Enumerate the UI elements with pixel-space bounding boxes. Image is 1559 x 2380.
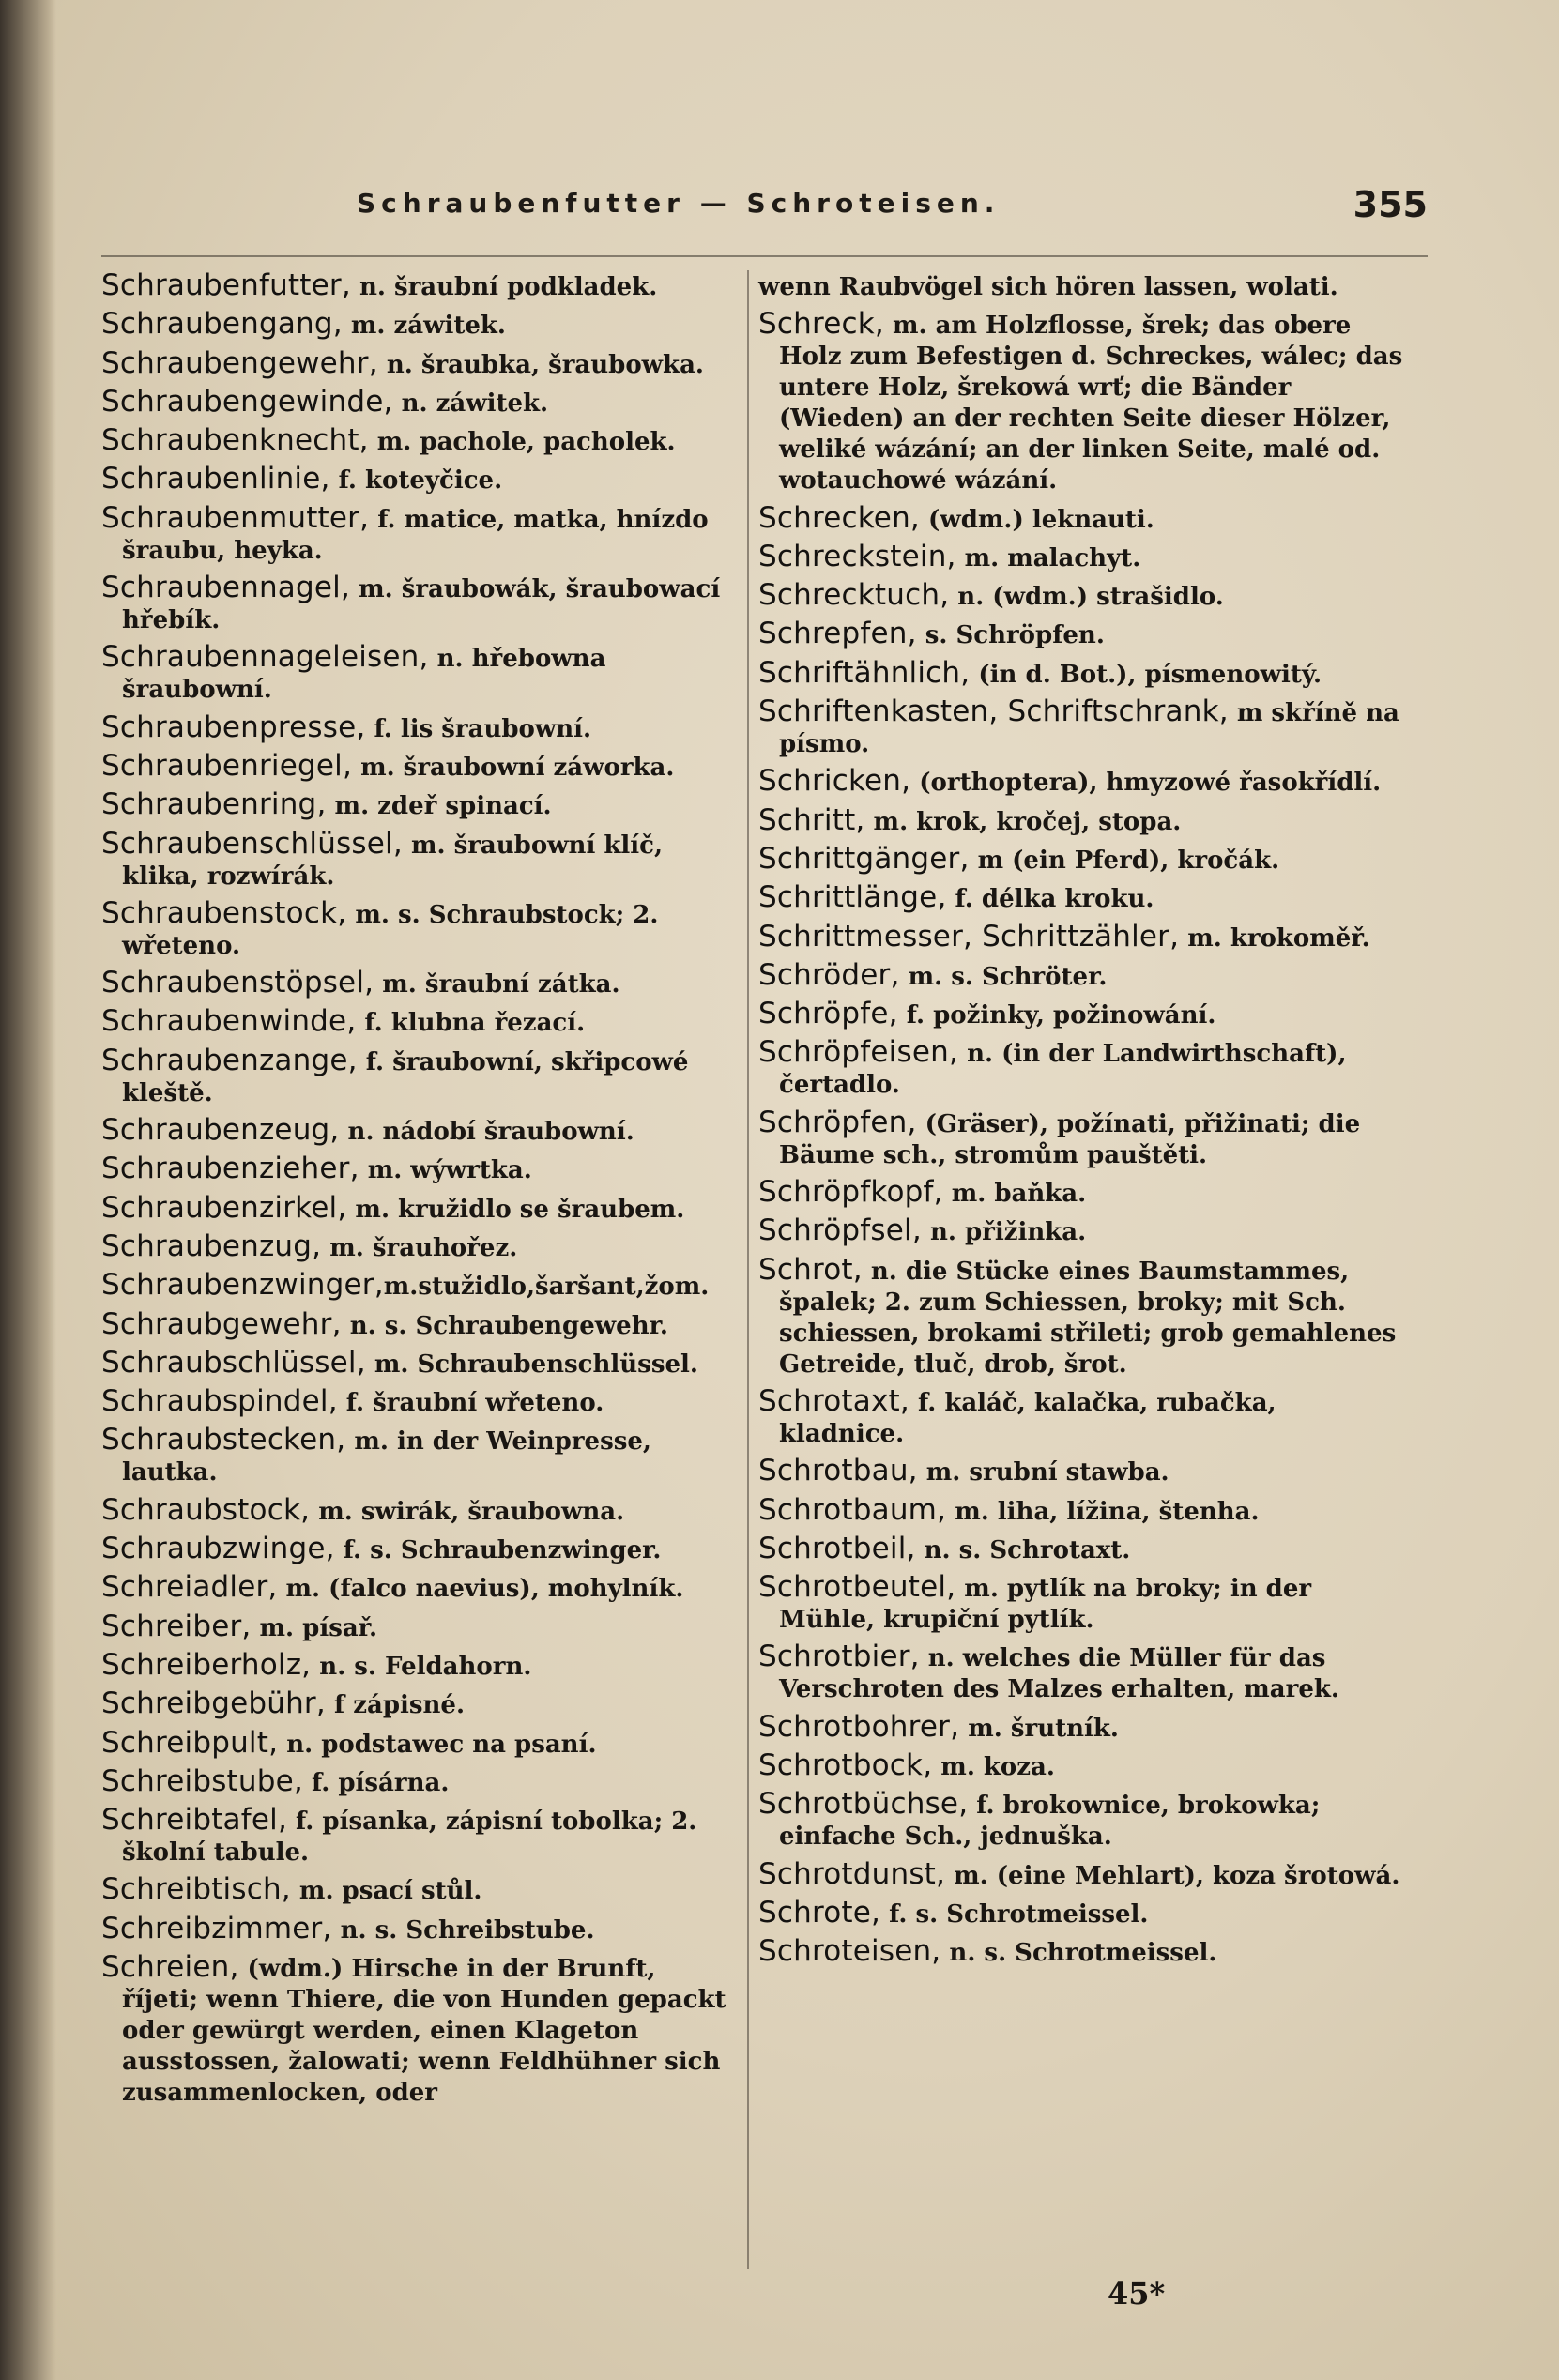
dictionary-entry [758, 1641, 1406, 1705]
dictionary-entry [758, 802, 1406, 838]
entry-headword: Schraubstecken, [101, 1423, 346, 1457]
entry-definition: m. wýwrtka. [359, 1156, 532, 1185]
entry-definition: m. pachole, pacholek. [368, 428, 676, 457]
dictionary-entry [101, 1725, 740, 1761]
dictionary-entry [758, 1177, 1406, 1210]
dictionary-entry [101, 1006, 740, 1039]
dictionary-entry [101, 1386, 740, 1419]
entry-definition: f. s. Schrotmeissel. [880, 1899, 1149, 1929]
binding-gutter [0, 0, 56, 2380]
entry-headword: Schrotbohrer, [758, 1709, 960, 1744]
running-title: Schraubenfutter — Schroteisen. [357, 188, 1001, 219]
dictionary-entry [758, 539, 1406, 574]
dictionary-entry [101, 1688, 740, 1721]
entry-headword: Schrecktuch, [758, 578, 950, 613]
entry-headword: Schraubenschlüssel, [101, 826, 403, 861]
dictionary-entry [758, 500, 1406, 536]
entry-headword: Schraubgewehr, [101, 1306, 342, 1341]
entry-definition: m. psací stůl. [290, 1877, 482, 1906]
entry-headword: Schrotbier, [758, 1640, 920, 1674]
entry-definition: n. welches die Müller für das Verschroten des Malzes erhalten, marek. [779, 1644, 1339, 1704]
entry-headword: Schrecken, [758, 500, 920, 535]
entry-definition: (Gräser), požínati, přižinati; die Bäume sch., stromům pauštěti. [779, 1109, 1361, 1169]
dictionary-entry [758, 1215, 1406, 1248]
dictionary-entry [758, 1252, 1406, 1381]
entry-definition: n. (in der Landwirthschaft), čertadlo. [779, 1040, 1347, 1100]
entry-definition: (orthoptera), hmyzowé řasokřídlí. [910, 769, 1382, 798]
dictionary-entry [758, 999, 1406, 1031]
entry-headword: Schrotbaum, [758, 1492, 947, 1527]
entry-headword: Schreibtafel, [101, 1803, 287, 1838]
entry-definition: f. s. Schraubenzwinger. [334, 1536, 662, 1565]
entry-headword: Schröpfkopf, [758, 1175, 943, 1210]
dictionary-entry [758, 696, 1406, 760]
entry-headword: Schraubenstock, [101, 895, 347, 930]
entry-definition: m. s. Schröter. [899, 962, 1108, 991]
entry-headword: Schraubzwinge, [101, 1532, 335, 1566]
dictionary-entry [101, 1045, 740, 1109]
dictionary-entry [101, 1425, 740, 1488]
dictionary-entry [758, 1533, 1406, 1566]
entry-definition: m. Schraubenschlüssel. [365, 1350, 698, 1379]
entry-definition: f. požinky, požinowání. [897, 1001, 1216, 1030]
entry-headword: Schreibpult, [101, 1725, 279, 1760]
dictionary-entry [758, 841, 1406, 877]
entry-headword: Schraubennageleisen, [101, 640, 429, 675]
entry-definition: m. (falco naevius), mohylník. [277, 1575, 684, 1604]
entry-headword: Schraubenwinde, [101, 1004, 357, 1039]
right-column [758, 270, 1406, 2277]
entry-definition: m skříně na písmo. [779, 699, 1399, 759]
entry-definition: m. krok, kročej, stopa. [864, 807, 1182, 836]
entry-headword: Schriftähnlich, [758, 655, 971, 690]
dictionary-entry [101, 895, 740, 962]
dictionary-entry [758, 1037, 1406, 1101]
entry-definition: f. šraubowní, skřipcowé kleště. [122, 1047, 689, 1107]
dictionary-entry [101, 1949, 740, 2109]
dictionary-entry [101, 270, 740, 303]
entry-definition: m. písař. [251, 1613, 378, 1642]
entry-definition: n. s. Schreibstube. [331, 1915, 595, 1945]
entry-definition: s. Schröpfen. [916, 621, 1105, 650]
dictionary-entry [101, 1874, 740, 1907]
entry-headword: Schröpfeisen, [758, 1035, 959, 1070]
entry-definition: f. šraubní wřeteno. [337, 1389, 604, 1418]
entry-headword: Schraubenknecht, [101, 423, 369, 458]
page-number: 355 [1353, 184, 1428, 225]
dictionary-entry [758, 270, 1406, 303]
entry-headword: Schraubstock, [101, 1492, 311, 1527]
entry-definition: n. s. Schraubengewehr. [341, 1311, 668, 1340]
entry-definition: n. die Stücke eines Baumstammes, špalek; 2. zum Schiessen, broky; mit Sch. schiessen, brokami střileti; grob gemahlenes Getreide, tluč, drob, šrot. [779, 1257, 1397, 1379]
dictionary-entry [101, 345, 740, 381]
entry-headword: Schrittmesser, Schrittzähler, [758, 919, 1180, 954]
entry-headword: Schreibgebühr, [101, 1686, 326, 1721]
dictionary-entry [101, 500, 740, 567]
dictionary-entry [758, 1936, 1406, 1969]
entry-headword: Schraubenzeug, [101, 1113, 340, 1148]
entry-definition: n. (wdm.) strašidlo. [949, 583, 1224, 612]
entry-definition: m. liha, lížina, štenha. [946, 1497, 1260, 1526]
entry-definition: n. šraubka, šraubowka. [377, 350, 704, 379]
dictionary-entry [758, 957, 1406, 993]
entry-definition: n. šraubní podkladek. [350, 273, 658, 301]
entry-headword: Schraubenpresse, [101, 709, 366, 744]
entry-definition: m (ein Pferd), kročák. [969, 846, 1280, 875]
dictionary-entry [101, 1611, 740, 1644]
dictionary-entry [758, 1856, 1406, 1892]
entry-definition: (wdm.) Hirsche in der Brunft, říjeti; wenn Thiere, die von Hunden gepackt oder gewürgt werden, einen Klageton ausstossen, žalowati; wenn Feldhühner sich zusammenlocken, oder [122, 1954, 726, 2107]
entry-headword: Schröpfsel, [758, 1213, 922, 1248]
dictionary-entry [101, 642, 740, 706]
entry-definition: f. klubna řezací. [356, 1009, 586, 1038]
entry-definition: m. am Holzflosse, šrek; das obere Holz zum Befestigen d. Schreckes, wálec; das untere Holz, šrekowá wrť; die Bänder (Wieden) an der rechten Seite dieser Hölzer, weliké wázání; an der linken Seite, malé od. wotauchowé wázání. [779, 312, 1403, 496]
dictionary-entry [101, 309, 740, 342]
header-rule [101, 255, 1428, 257]
entry-definition: f zápisné. [325, 1691, 466, 1720]
entry-definition: n. záwitek. [392, 389, 549, 418]
entry-headword: Schraubenzwinger, [101, 1268, 384, 1303]
entry-headword: Schraubengewehr, [101, 345, 378, 380]
entry-headword: Schrittlänge, [758, 880, 947, 915]
entry-headword: Schraubenzange, [101, 1043, 358, 1077]
dictionary-entry [101, 789, 740, 822]
entry-headword: Schraubennagel, [101, 571, 351, 605]
entry-headword: Schraubenzug, [101, 1228, 322, 1263]
entry-headword: Schriftenkasten, Schriftschrank, [758, 694, 1229, 729]
entry-headword: Schröpfen, [758, 1105, 917, 1139]
dictionary-entry [101, 1805, 740, 1869]
entry-headword: Schraubschlüssel, [101, 1345, 366, 1380]
entry-definition: f. písanka, zápisní tobolka; 2. školní tabule. [122, 1808, 697, 1868]
dictionary-entry [101, 384, 740, 420]
entry-headword: Schreibzimmer, [101, 1911, 332, 1945]
dictionary-entry [101, 968, 740, 1000]
entry-headword: Schraubenriegel, [101, 748, 353, 783]
entry-headword: Schraubengewinde, [101, 384, 393, 419]
entry-headword: Schrotbüchse, [758, 1787, 969, 1822]
entry-definition: m. malachyt. [955, 543, 1141, 572]
entry-headword: Schröpfe, [758, 997, 898, 1031]
column-divider [747, 270, 749, 2269]
dictionary-entry [758, 309, 1406, 496]
entry-definition: f. matice, matka, hnízdo šraubu, heyka. [122, 505, 709, 565]
entry-definition: m. záwitek. [342, 312, 506, 341]
entry-headword: Schraubenzieher, [101, 1152, 359, 1186]
dictionary-entry [101, 1911, 740, 1946]
dictionary-entry [101, 1492, 740, 1528]
dictionary-entry [101, 1153, 740, 1186]
dictionary-entry [101, 1190, 740, 1226]
entry-definition: m. šraubowní klíč, klika, rozwírák. [122, 831, 664, 891]
entry-headword: Schrotbeutel, [758, 1570, 956, 1605]
entry-definition: m. krokoměř. [1179, 923, 1370, 953]
entry-headword: Schritt, [758, 802, 865, 837]
entry-definition: f. brokownice, brokowka; einfache Sch., jednuška. [779, 1792, 1321, 1852]
dictionary-entry [101, 1345, 740, 1381]
entry-headword: Schreck, [758, 307, 884, 342]
entry-definition: m. srubní stawba. [917, 1458, 1169, 1488]
entry-headword: Schrepfen, [758, 617, 917, 651]
entry-definition: m. šrutník. [959, 1714, 1119, 1743]
dictionary-entry [101, 1228, 740, 1264]
dictionary-entry [758, 618, 1406, 651]
dictionary-entry [758, 1895, 1406, 1930]
sheet-signature: 45* [1108, 2276, 1166, 2311]
page-header [357, 184, 1428, 235]
entry-definition: wenn Raubvögel sich hören lassen, wolati. [758, 273, 1338, 301]
entry-definition: n. hřebowna šraubowní. [122, 645, 606, 705]
entry-headword: Schrotbock, [758, 1748, 933, 1783]
entry-headword: Schraubenlinie, [101, 462, 330, 496]
entry-definition: m. kružidlo se šraubem. [346, 1195, 685, 1224]
entry-definition: m.stužidlo,šaršant,žom. [383, 1273, 710, 1302]
entry-definition: f. délka kroku. [946, 885, 1154, 914]
entry-definition: m. šraubowák, šraubowací hřebík. [122, 575, 721, 635]
entry-headword: Schraubenmutter, [101, 500, 370, 535]
dictionary-entry [101, 425, 740, 458]
entry-definition: f. písárna. [302, 1768, 450, 1797]
entry-headword: Schraubenring, [101, 787, 327, 822]
entry-definition: m. zdeř spinací. [326, 792, 552, 821]
dictionary-entry [101, 1763, 740, 1799]
entry-definition: m. baňka. [942, 1180, 1087, 1209]
entry-definition: m. šrauhořez. [321, 1233, 518, 1262]
dictionary-entry [101, 1647, 740, 1683]
dictionary-entry [758, 766, 1406, 799]
dictionary-entry [758, 1789, 1406, 1853]
entry-definition: m. šraubní zátka. [374, 970, 620, 999]
dictionary-entry [101, 1533, 740, 1566]
entry-definition: m. pytlík na broky; in der Mühle, krupiční pytlík. [779, 1575, 1312, 1635]
entry-definition: n. s. Schrotmeissel. [940, 1939, 1217, 1968]
entry-headword: Schreiadler, [101, 1570, 278, 1605]
entry-headword: Schraubenzirkel, [101, 1190, 347, 1225]
entry-headword: Schraubspindel, [101, 1384, 338, 1419]
entry-definition: n. nádobí šraubowní. [339, 1118, 634, 1147]
dictionary-entry [101, 826, 740, 892]
dictionary-entry [758, 1709, 1406, 1745]
dictionary-entry [758, 919, 1406, 954]
entry-headword: Schrot, [758, 1252, 863, 1287]
entry-headword: Schreiber, [101, 1609, 252, 1643]
dictionary-entry [758, 1383, 1406, 1450]
entry-definition: m. s. Schraubstock; 2. wřeteno. [122, 900, 659, 960]
entry-definition: n. přižinka. [921, 1218, 1087, 1247]
entry-headword: Schreckstein, [758, 539, 956, 573]
entry-headword: Schrotbeil, [758, 1531, 916, 1565]
entry-headword: Schraubenfutter, [101, 268, 351, 302]
dictionary-entry [101, 1306, 740, 1342]
dictionary-entry [101, 1115, 740, 1148]
entry-headword: Schreiberholz, [101, 1647, 312, 1682]
dictionary-entry [758, 1107, 1406, 1171]
entry-definition: m. swirák, šraubowna. [310, 1497, 625, 1526]
entry-definition: m. (eine Mehlart), koza šrotowá. [945, 1861, 1400, 1890]
entry-headword: Schricken, [758, 764, 911, 799]
entry-headword: Schreien, [101, 1949, 239, 1984]
dictionary-entry [758, 1750, 1406, 1783]
entry-headword: Schrotaxt, [758, 1383, 909, 1418]
dictionary-entry [101, 709, 740, 745]
entry-definition: f. lis šraubowní. [365, 714, 592, 743]
dictionary-entry [101, 1270, 740, 1303]
entry-headword: Schrote, [758, 1895, 881, 1930]
entry-headword: Schroteisen, [758, 1934, 941, 1969]
entry-definition: n. s. Schrotaxt. [915, 1535, 1131, 1564]
entry-headword: Schrittgänger, [758, 841, 970, 876]
dictionary-entry [758, 655, 1406, 691]
entry-headword: Schreibtisch, [101, 1872, 291, 1907]
entry-definition: n. podstawec na psaní. [278, 1730, 597, 1759]
entry-headword: Schreibstube, [101, 1763, 303, 1798]
entry-headword: Schraubengang, [101, 307, 343, 342]
dictionary-entry [101, 748, 740, 784]
entry-headword: Schröder, [758, 957, 900, 992]
entry-definition: f. koteyčice. [329, 466, 503, 496]
entry-definition: (wdm.) leknauti. [919, 505, 1154, 534]
left-column [101, 270, 740, 2277]
entry-definition: m. in der Weinpresse, lautka. [122, 1427, 651, 1488]
entry-headword: Schrotdunst, [758, 1856, 946, 1891]
dictionary-entry [758, 580, 1406, 613]
entry-definition: n. s. Feldahorn. [311, 1652, 532, 1681]
entry-headword: Schraubenstöpsel, [101, 966, 374, 1000]
dictionary-entry [758, 1492, 1406, 1528]
dictionary-entry [758, 1572, 1406, 1636]
dictionary-entry [101, 464, 740, 496]
dictionary-entry [101, 572, 740, 636]
dictionary-entry [758, 882, 1406, 915]
entry-definition: m. šraubowní záworka. [352, 753, 675, 782]
entry-definition: (in d. Bot.), písmenowitý. [970, 660, 1322, 689]
dictionary-entry [758, 1456, 1406, 1488]
entry-definition: m. koza. [932, 1753, 1055, 1782]
entry-headword: Schrotbau, [758, 1454, 918, 1488]
dictionary-entry [101, 1572, 740, 1605]
entry-definition: f. kaláč, kalačka, rubačka, kladnice. [779, 1388, 1276, 1448]
